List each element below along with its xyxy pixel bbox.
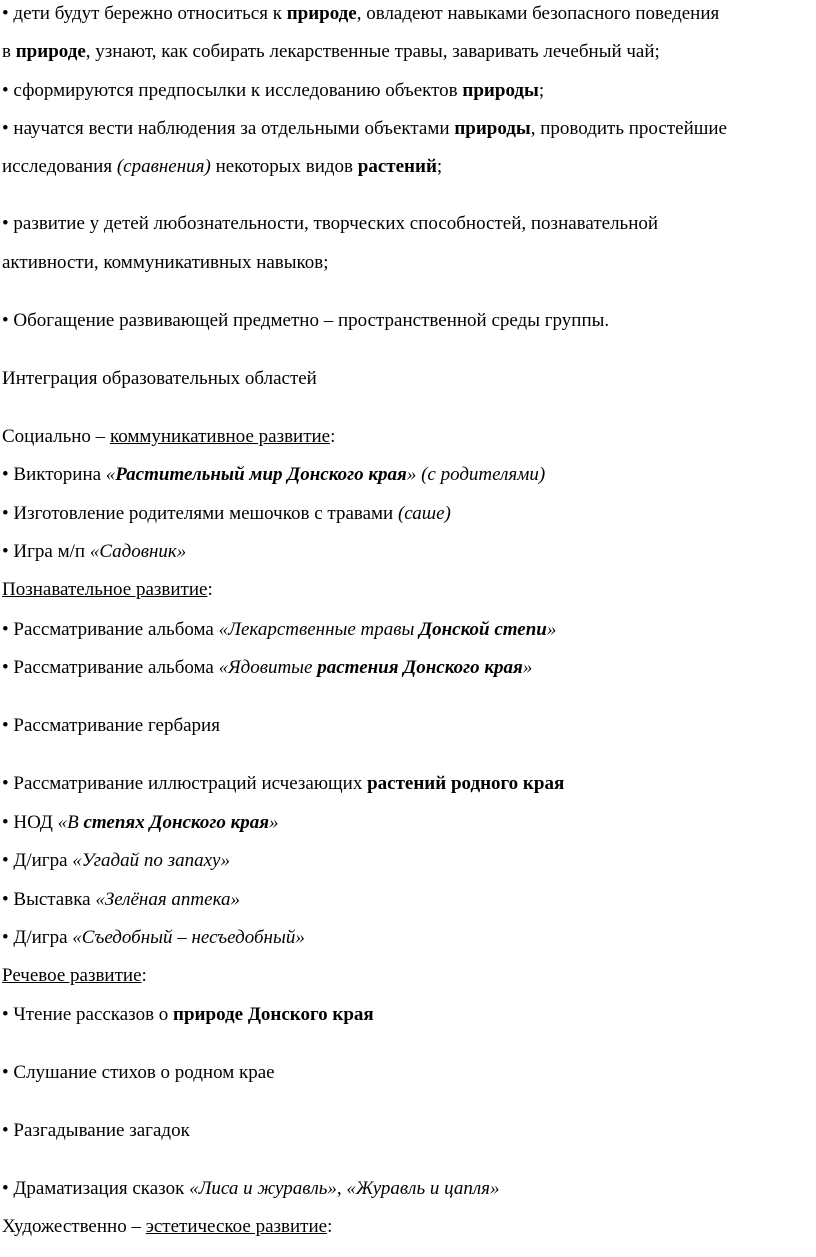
text-run: Познавательное развитие — [2, 579, 208, 600]
text-run: • Слушание стихов о родном крае — [2, 1062, 275, 1083]
text-run: • Рассматривание альбома — [2, 657, 219, 678]
text-run: • развитие у детей любознательности, творческих способностей, познавательной — [2, 213, 659, 234]
text-run: • научатся вести наблюдения за отдельными объектами — [2, 118, 455, 139]
text-line — [2, 964, 147, 988]
text-run: Интеграция образовательных областей — [2, 368, 317, 389]
text-run: , узнают, как собирать лекарственные травы, заваривать лечебный чай; — [85, 41, 660, 62]
text-run: Речевое развитие — [2, 965, 142, 986]
text-line — [2, 1177, 499, 1201]
text-run: растения Донского края — [317, 657, 523, 678]
text-run: природе Донского края — [173, 1004, 374, 1025]
text-run: • Драматизация сказок — [2, 1178, 190, 1199]
text-line — [2, 772, 564, 796]
text-run: эстетическое развитие — [145, 1216, 328, 1237]
text-run: ; — [538, 80, 545, 101]
text-run: • Обогащение развивающей предметно – пространственной среды группы. — [2, 310, 610, 331]
text-line — [2, 926, 305, 950]
text-run: • Выставка — [2, 889, 96, 910]
text-run: • Рассматривание иллюстраций исчезающих — [2, 773, 368, 794]
text-line — [2, 155, 442, 179]
text-run: природе — [15, 41, 86, 62]
text-run: • Рассматривание альбома — [2, 619, 219, 640]
text-run: «Ядовитые — [218, 657, 318, 678]
text-run: ; — [436, 156, 443, 177]
text-line — [2, 1061, 275, 1085]
text-line — [2, 578, 213, 602]
text-run: (сравнения) — [116, 156, 211, 177]
text-run: Донской степи — [419, 619, 547, 640]
text-run: коммуникативное развитие — [109, 426, 331, 447]
text-run: некоторых видов — [210, 156, 358, 177]
text-run: (саше) — [397, 503, 451, 524]
text-line — [2, 463, 545, 487]
text-line — [2, 714, 220, 738]
text-run: растений — [357, 156, 437, 177]
text-run: , — [336, 1178, 347, 1199]
text-run: « — [105, 464, 116, 485]
text-run: • Изготовление родителями мешочков с травами — [2, 503, 398, 524]
text-run: • Игра м/п — [2, 541, 90, 562]
text-line — [2, 425, 335, 449]
text-line — [2, 309, 609, 333]
text-line — [2, 1215, 332, 1239]
text-run: : — [141, 965, 147, 986]
text-run: «Лиса и журавль» — [189, 1178, 337, 1199]
text-run: , овладеют навыками безопасного поведения — [356, 3, 720, 24]
text-run: природе — [286, 3, 357, 24]
text-run: «Зелёная аптека» — [95, 889, 241, 910]
text-line — [2, 618, 556, 642]
text-run: • Чтение рассказов о — [2, 1004, 174, 1025]
text-line — [2, 656, 532, 680]
text-run: «Съедобный – несъедобный» — [72, 927, 305, 948]
text-run: «Лекарственные травы — [218, 619, 420, 640]
text-line — [2, 502, 451, 526]
text-line — [2, 2, 719, 26]
text-run: » — [546, 619, 557, 640]
text-run: » — [522, 657, 533, 678]
text-run: природы — [454, 118, 531, 139]
text-run: • Разгадывание загадок — [2, 1120, 190, 1141]
text-line — [2, 367, 317, 391]
text-run: «В — [57, 812, 84, 833]
text-line — [2, 888, 240, 912]
text-line — [2, 117, 727, 141]
text-run: активности, коммуникативных навыков; — [2, 252, 329, 273]
text-line — [2, 1119, 190, 1143]
text-run: • Д/игра — [2, 927, 73, 948]
text-line — [2, 540, 186, 564]
text-run: • Д/игра — [2, 850, 73, 871]
text-line — [2, 251, 329, 275]
text-run: «Угадай по запаху» — [72, 850, 230, 871]
text-line — [2, 79, 544, 103]
text-run: » — [269, 812, 279, 833]
text-run: • Викторина — [2, 464, 106, 485]
text-run: : — [207, 579, 213, 600]
text-run: в — [2, 41, 16, 62]
text-line — [2, 849, 230, 873]
text-run: Растительный мир Донского края — [115, 464, 407, 485]
text-run: растений родного края — [367, 773, 565, 794]
text-run: , проводить простейшие — [530, 118, 727, 139]
text-line — [2, 212, 658, 236]
text-run: • сформируются предпосылки к исследованию объектов — [2, 80, 463, 101]
text-run: • Рассматривание гербария — [2, 715, 220, 736]
text-run: : — [330, 426, 336, 447]
text-run: • НОД — [2, 812, 58, 833]
text-line — [2, 40, 660, 64]
text-run: • дети будут бережно относиться к — [2, 3, 287, 24]
text-run: Художественно – — [2, 1216, 146, 1237]
text-run: » (с родителями) — [406, 464, 546, 485]
text-line — [2, 1003, 374, 1027]
text-line — [2, 811, 279, 835]
text-run: исследования — [2, 156, 117, 177]
text-run: : — [327, 1216, 333, 1237]
text-run: «Журавль и цапля» — [346, 1178, 500, 1199]
text-run: степях Донского края — [83, 812, 270, 833]
text-run: природы — [462, 80, 539, 101]
text-run: «Садовник» — [89, 541, 187, 562]
text-run: Социально – — [2, 426, 110, 447]
